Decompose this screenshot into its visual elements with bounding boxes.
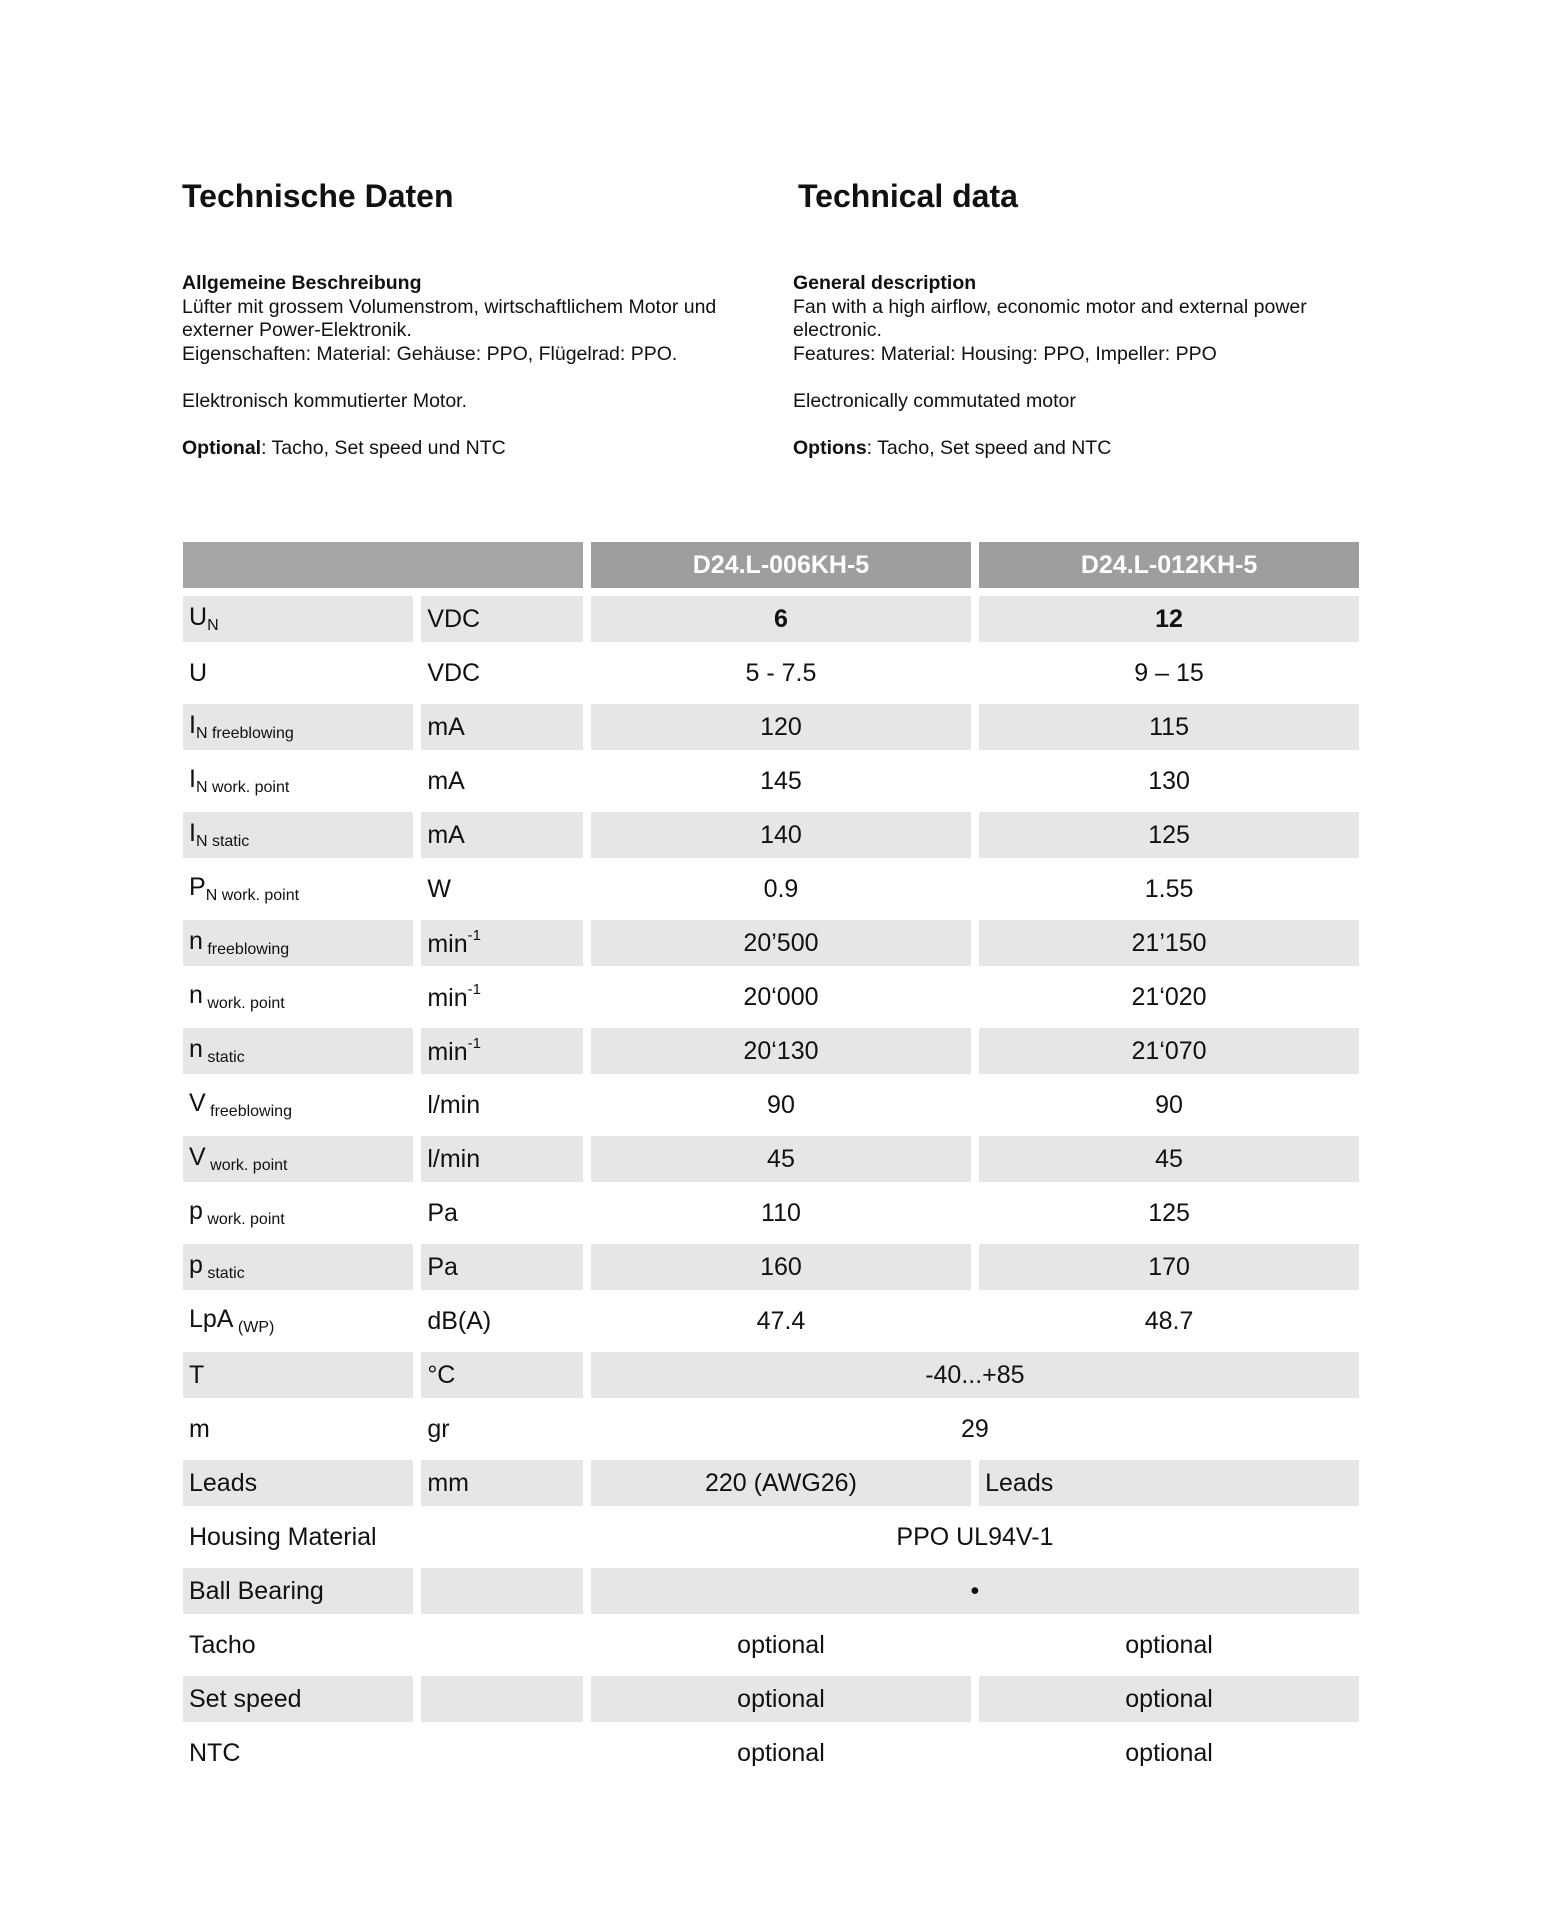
value-cell-model-1: optional: [737, 1738, 825, 1767]
options-text: : Tacho, Set speed und NTC: [261, 436, 506, 459]
table-row: [183, 1190, 1359, 1236]
heading-en: Technical data: [798, 178, 1018, 214]
param-cell: [183, 1082, 413, 1128]
value-cell-model-2: 130: [1148, 766, 1190, 795]
param-symbol: n: [189, 981, 203, 1009]
param-symbol: P: [189, 873, 206, 901]
description-de: [182, 272, 772, 460]
param-symbol: p: [189, 1197, 203, 1225]
param-cell: [183, 1028, 413, 1074]
param-cell: [183, 1622, 413, 1668]
table-row: [183, 1352, 1359, 1398]
value-cell-model-1: 6: [591, 596, 971, 642]
param-subscript: work. point: [202, 995, 285, 1012]
param-subscript: N work. point: [195, 779, 290, 796]
param-subscript: work. point: [202, 1211, 285, 1228]
unit-text: mA: [427, 766, 465, 795]
model-header: D24.L-012KH-5: [979, 542, 1359, 588]
table-row: [183, 1676, 1359, 1722]
value-cell-model-2: optional: [1125, 1630, 1213, 1659]
heading-de: Technische Daten: [182, 178, 454, 214]
table-row: [183, 704, 1359, 750]
options-text: : Tacho, Set speed and NTC: [866, 436, 1112, 459]
unit-cell: [421, 1568, 583, 1614]
param-symbol: p: [189, 1251, 203, 1279]
param-subscript: static: [202, 1049, 245, 1066]
unit-cell: [421, 1298, 583, 1344]
value-cell-model-2: 125: [1148, 1198, 1190, 1227]
unit-text: mm: [427, 1468, 469, 1497]
table-header-blank: [183, 542, 583, 588]
unit-cell: [421, 1028, 583, 1074]
value-cell-span: -40...+85: [591, 1352, 1359, 1398]
description-title: Allgemeine Beschreibung: [182, 272, 422, 294]
unit-cell: [421, 1460, 583, 1506]
table-row: [183, 1244, 1359, 1290]
unit-cell: [421, 1622, 583, 1668]
unit-cell: [421, 704, 583, 750]
model-header: D24.L-006KH-5: [591, 542, 971, 588]
param-cell: [183, 1136, 413, 1182]
param-cell: [183, 1514, 413, 1560]
param-cell: [183, 920, 413, 966]
param-symbol: I: [189, 765, 196, 793]
unit-cell: [421, 650, 583, 696]
param-subscript: N work. point: [205, 887, 300, 904]
value-cell-model-2: 21’150: [979, 920, 1359, 966]
value-cell-model-2: 1.55: [1144, 874, 1194, 903]
unit-cell: [421, 1676, 583, 1722]
value-cell-model-2: optional: [1125, 1738, 1213, 1767]
value-cell-model-2: 125: [979, 812, 1359, 858]
description-line: Elektronisch kommutierter Motor.: [182, 389, 468, 412]
value-cell-model-2: 21‘070: [979, 1028, 1359, 1074]
table-row: [183, 1460, 1359, 1506]
unit-cell: [421, 920, 583, 966]
value-cell-model-1: 20‘130: [591, 1028, 971, 1074]
value-cell-model-1: 145: [760, 766, 802, 795]
unit-superscript: -1: [467, 1035, 481, 1052]
value-cell-model-1: 160: [591, 1244, 971, 1290]
table-row: [183, 1406, 1359, 1452]
param-cell: [183, 1190, 413, 1236]
param-subscript: N freeblowing: [195, 725, 294, 742]
param-symbol: Leads: [189, 1468, 258, 1497]
value-cell-model-1: 220 (AWG26): [591, 1460, 971, 1506]
unit-cell: [421, 1514, 583, 1560]
param-subscript: work. point: [205, 1157, 288, 1174]
options-label: Optional: [182, 436, 262, 459]
unit-cell: [421, 974, 583, 1020]
param-symbol: n: [189, 927, 203, 955]
unit-cell: [421, 1244, 583, 1290]
unit-text: mA: [427, 712, 465, 741]
description-title: General description: [793, 272, 977, 294]
param-cell: [183, 1352, 413, 1398]
unit-cell: [421, 812, 583, 858]
param-cell: [183, 1676, 413, 1722]
param-symbol: T: [189, 1360, 205, 1389]
description-line: Eigenschaften: Material: Gehäuse: PPO, Flügelrad: PPO.: [182, 342, 678, 365]
table-row: [183, 758, 1359, 804]
value-cell-model-2: optional: [979, 1676, 1359, 1722]
param-subscript: N: [207, 617, 219, 634]
description-line: externer Power-Elektronik.: [182, 319, 412, 341]
unit-text: l/min: [427, 1090, 481, 1119]
param-symbol: LpA: [189, 1305, 234, 1333]
param-subscript: freeblowing: [202, 941, 290, 958]
value-cell-model-1: 20‘000: [743, 982, 819, 1011]
param-subscript: freeblowing: [205, 1103, 292, 1120]
unit-text: min: [427, 984, 468, 1012]
unit-cell: [421, 758, 583, 804]
unit-text: °C: [427, 1360, 456, 1389]
value-cell-model-2: 9 – 15: [1134, 658, 1204, 687]
unit-cell: [421, 1406, 583, 1452]
value-cell-model-1: optional: [591, 1676, 971, 1722]
table-row: [183, 1028, 1359, 1074]
table-row: [183, 1136, 1359, 1182]
param-cell: [183, 758, 413, 804]
description-line: Features: Material: Housing: PPO, Impeller: PPO: [793, 342, 1217, 365]
param-cell: [183, 1460, 413, 1506]
unit-cell: [421, 1190, 583, 1236]
param-cell: [183, 1406, 413, 1452]
value-cell-model-2: 21‘020: [1131, 982, 1207, 1011]
unit-text: VDC: [427, 604, 481, 633]
param-symbol: I: [189, 711, 196, 739]
value-cell-model-2: 170: [979, 1244, 1359, 1290]
unit-cell: [421, 1136, 583, 1182]
table-row: [183, 920, 1359, 966]
param-cell: [183, 974, 413, 1020]
value-cell-model-1: 110: [761, 1198, 801, 1227]
unit-superscript: -1: [467, 981, 481, 998]
param-subscript: N static: [195, 833, 250, 850]
param-symbol: Set speed: [189, 1684, 302, 1713]
unit-text: mA: [427, 820, 465, 849]
table-row: [183, 1622, 1359, 1668]
value-cell-model-2: 90: [1155, 1090, 1183, 1119]
value-cell-model-1: 120: [591, 704, 971, 750]
param-symbol: Tacho: [189, 1630, 256, 1659]
unit-text: dB(A): [427, 1306, 492, 1335]
param-symbol: I: [189, 819, 196, 847]
unit-text: W: [427, 874, 451, 903]
table-row: [183, 1568, 1359, 1614]
table-header-row: [183, 542, 1359, 588]
unit-text: VDC: [427, 658, 481, 687]
param-symbol: V: [189, 1089, 206, 1117]
value-cell-model-2: 48.7: [1144, 1306, 1194, 1335]
param-subscript: static: [202, 1265, 245, 1282]
param-cell: [183, 1568, 413, 1614]
description-en: [793, 272, 1383, 460]
value-cell-model-1: optional: [737, 1630, 825, 1659]
value-cell-model-1: 5 - 7.5: [745, 658, 817, 687]
value-cell-model-2: 12: [979, 596, 1359, 642]
param-cell: [183, 1244, 413, 1290]
param-symbol: U: [189, 603, 208, 631]
table-row: [183, 974, 1359, 1020]
param-subscript: (WP): [233, 1319, 275, 1336]
unit-text: min: [427, 930, 468, 958]
value-cell-model-2: 115: [979, 704, 1359, 750]
unit-cell: [421, 1082, 583, 1128]
param-symbol: Housing Material: [189, 1522, 377, 1551]
unit-text: Pa: [427, 1198, 458, 1227]
table-row: [183, 866, 1359, 912]
unit-cell: [421, 1730, 583, 1776]
param-symbol: m: [189, 1414, 210, 1443]
param-cell: [183, 704, 413, 750]
param-cell: [183, 650, 413, 696]
description-line: Electronically commutated motor: [793, 389, 1076, 412]
value-cell-model-1: 20’500: [591, 920, 971, 966]
unit-text: Pa: [427, 1252, 458, 1281]
value-cell-model-2: 45: [979, 1136, 1359, 1182]
value-cell-span: PPO UL94V-1: [896, 1522, 1054, 1551]
value-cell-model-1: 45: [591, 1136, 971, 1182]
table-row: [183, 596, 1359, 642]
param-symbol: V: [189, 1143, 206, 1171]
param-cell: [183, 1730, 413, 1776]
value-cell-model-1: 47.4: [756, 1306, 806, 1335]
description-line: electronic.: [793, 319, 882, 341]
param-symbol: Ball Bearing: [189, 1576, 324, 1605]
description-line: Fan with a high airflow, economic motor and external power: [793, 295, 1307, 318]
unit-text: gr: [427, 1414, 450, 1443]
param-symbol: n: [189, 1035, 203, 1063]
param-symbol: U: [189, 658, 208, 687]
value-cell-model-2: Leads: [979, 1460, 1359, 1506]
unit-cell: [421, 866, 583, 912]
options-line: [793, 437, 1383, 461]
unit-cell: [421, 1352, 583, 1398]
value-cell-model-1: 90: [767, 1090, 795, 1119]
unit-text: l/min: [427, 1144, 481, 1173]
table-row: [183, 1082, 1359, 1128]
technical-data-table: [175, 534, 1367, 1784]
param-cell: [183, 866, 413, 912]
value-cell-model-1: 0.9: [763, 874, 799, 903]
table-row: [183, 1730, 1359, 1776]
param-cell: [183, 596, 413, 642]
unit-cell: [421, 596, 583, 642]
unit-text: min: [427, 1038, 468, 1066]
table-row: [183, 1298, 1359, 1344]
table-row: [183, 812, 1359, 858]
param-symbol: NTC: [189, 1738, 241, 1767]
table-row: [183, 650, 1359, 696]
options-label: Options: [793, 436, 867, 459]
description-line: Lüfter mit grossem Volumenstrom, wirtschaftlichem Motor und: [182, 295, 717, 318]
options-line: [182, 437, 772, 461]
value-cell-span: 29: [961, 1414, 989, 1443]
unit-superscript: -1: [467, 927, 481, 944]
value-cell-span: •: [591, 1568, 1359, 1614]
param-cell: [183, 812, 413, 858]
table-row: [183, 1514, 1359, 1560]
value-cell-model-1: 140: [591, 812, 971, 858]
param-cell: [183, 1298, 413, 1344]
